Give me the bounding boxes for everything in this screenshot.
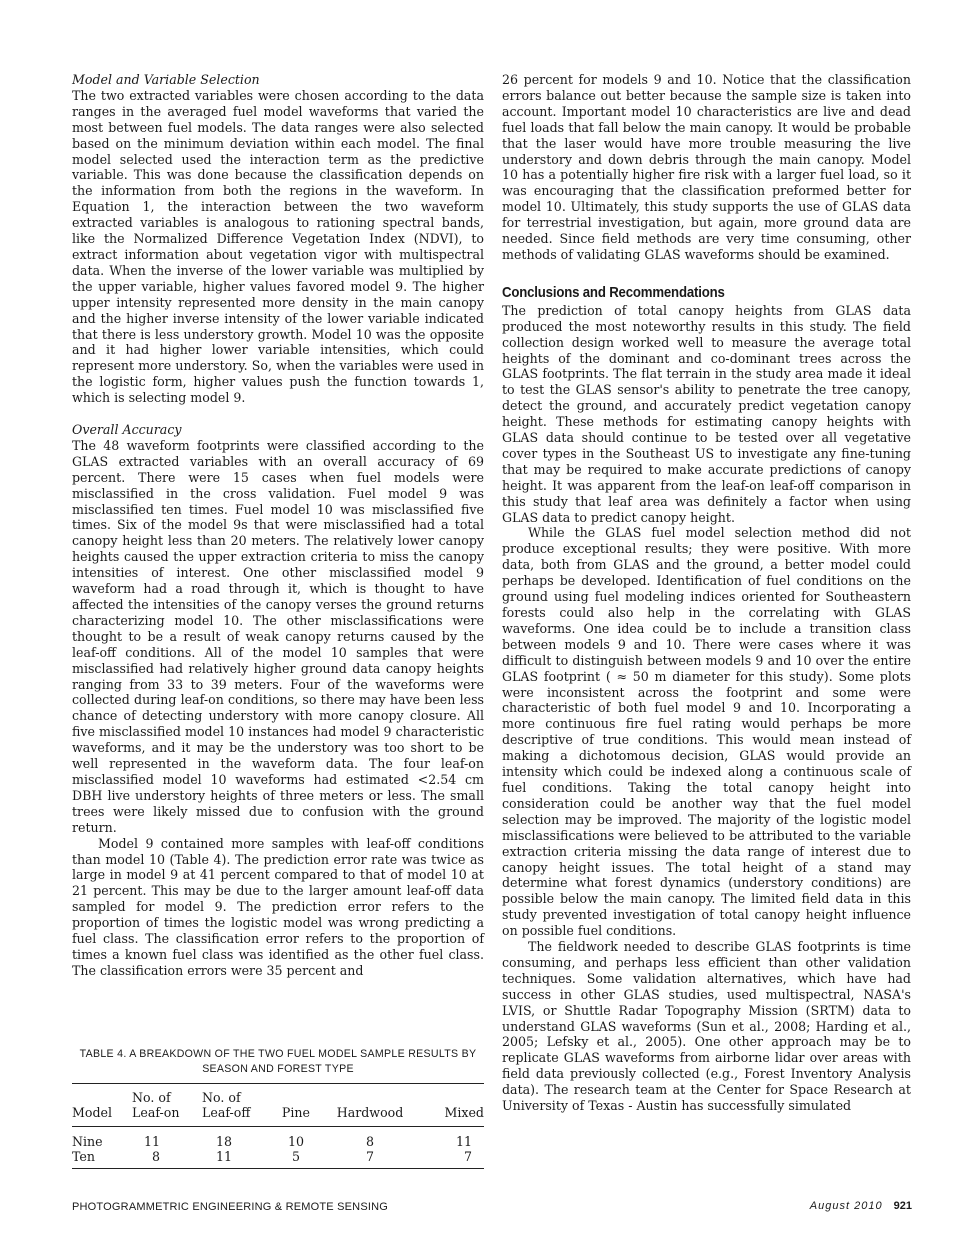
left-column	[72, 72, 484, 979]
paragraph: Model 9 contained more samples with leaf-off conditions than model 10 (Table 4). The prediction error rate was twice as large in model 9 at 41 percent compared to that of model 10 at 21 percent. This may be due to the larger amount leaf-off data sampled for model 9. The prediction error refers to the proportion of times the logistic model was wrong predicting a fuel class. The classification error refers to the proportion of times a known fuel class was identified as the other fuel class. The classification errors were 35 percent and	[72, 835, 484, 978]
header-leaf-on: No. of Leaf-on	[132, 1084, 202, 1127]
table-header-row	[72, 1084, 484, 1127]
table-caption	[72, 1047, 484, 1077]
cell-pine: 5	[274, 1149, 318, 1169]
table-row	[72, 1127, 484, 1150]
page-footer	[810, 1200, 912, 1212]
paragraph: 26 percent for models 9 and 10. Notice that the classification errors balance out better because the sample size is taken into account. Important model 10 characteristics are live and dead fuel loads that fall below the main canopy. It would be probable that the laser would have more trouble measuring the live understory and down debris through the main canopy. Model 10 has a potentially higher fire risk with a larger fuel load, so it was encouraging that the classification preformed better for model 10. Ultimately, this study supports the use of GLAS data for terrestrial investigation, but again, more ground data are needed. Since field methods are very time consuming, other methods of validating GLAS waveforms should be examined.	[502, 72, 911, 262]
header-mixed: Mixed	[422, 1084, 484, 1127]
journal-name: PHOTOGRAMMETRIC ENGINEERING & REMOTE SENSING	[72, 1201, 389, 1213]
paragraph: The prediction of total canopy heights from GLAS data produced the most noteworthy results in this study. The field collection design worked well to measure the average total heights of the dominant and co-dominant trees across the GLAS footprints. The flat terrain in the study area made it ideal to test the GLAS sensor's ability to penetrate the tree canopy, detect the ground, and accurately predict vegetation canopy height. These methods for estimating canopy heights with GLAS data should continue to be tested over all vegetative cover types in the Southeast US to investigate any fine-tuning that may be required to make accurate predictions of canopy height. It was apparent from the leaf-on leaf-off comparison in this study that leaf area was definitely a factor when using GLAS data to predict canopy height.	[502, 302, 911, 525]
header-pine: Pine	[274, 1084, 318, 1127]
page-number: 921	[893, 1200, 912, 1212]
cell-hardwood: 8	[366, 1134, 375, 1149]
cell-model: Ten	[72, 1149, 132, 1169]
cell-leaf-off: 18	[216, 1134, 233, 1149]
table-caption-line-2: SEASON AND FOREST TYPE	[202, 1063, 354, 1075]
table-caption-line-1: TABLE 4. A BREAKDOWN OF THE TWO FUEL MODEL SAMPLE RESULTS BY	[79, 1048, 477, 1060]
fuel-model-table	[72, 1083, 484, 1169]
header-model: Model	[72, 1084, 132, 1127]
cell-leaf-on: 11	[144, 1134, 161, 1149]
cell-model: Nine	[72, 1134, 103, 1149]
issue-date: August 2010	[809, 1200, 883, 1212]
section-heading-conclusions: Conclusions and Recommendations	[502, 283, 725, 301]
paragraph: The 48 waveform footprints were classified according to the GLAS extracted variables with an overall accuracy of 69 percent. There were 15 cases when fuel models were misclassified in the cross validation. Fuel model 9 was misclassified ten times. Fuel model 10 was misclassified five times. Six of the model 9s that were misclassified had a total canopy height less than 20 meters. The relatively lower canopy heights caused the upper extraction criteria to miss the canopy intensities of interest. One other misclassified model 9 waveform had a road through it, which is thought to have affected the intensities of the canopy verses the ground returns characterizing model 10. The other misclassifications were thought to be a result of weak canopy returns caused by the leaf-off conditions. All of the model 10 samples that were misclassified had relatively higher ground data canopy heights ranging from 33 to 39 meters. Four of the waveforms were collected during leaf-on conditions, so there may have been less chance of detecting understory with more canopy closure. All five misclassified model 10 instances had model 9 characteristic waveforms, and it may be the understory was too short to be well represented in the waveform data. The four leaf-on misclassified model 10 waveforms had estimated <2.54 cm DBH live understory heights of three meters or less. The small trees were likely missed due to confusion with the ground return.	[72, 437, 484, 835]
right-column	[502, 72, 911, 1114]
cell-leaf-on: 8	[132, 1149, 202, 1169]
paragraph: While the GLAS fuel model selection method did not produce exceptional results; they were positive. With more data, both from GLAS and the ground, a better model could perhaps be developed. Identification of fuel conditions on the ground using fuel modeling indices oriented for Southeastern forests could also help in the correlating with GLAS waveforms. One idea could be to include a transition class between models 9 and 10. There were cases where it was difficult to distinguish between models 9 and 10 over the entire GLAS footprint ( ≈ 50 m diameter for this study). Some plots were inconsistent across the footprint and some were characteristic of both fuel model 9 and 10. Incorporating a more continuous fire fuel rating would perhaps be more descriptive of true conditions. This would mean instead of making a dichotomous decision, GLAS would provide an intensity which could be indexed along a continuous scale of fuel conditions. Taking the total canopy height into consideration could be another way that the fuel model selection may be improved. The majority of the logistic model misclassifications were believed to be attributed to the variable extraction criteria missing the data range of interest due to canopy height issues. The total height of a stand may determine what forest dynamics (understory conditions) are possible below the main canopy. The limited field data in this study prevented investigation of total canopy height influence on possible fuel conditions.	[502, 525, 911, 939]
cell-hardwood: 7	[318, 1149, 422, 1169]
section-heading-model-variable-selection: Model and Variable Selection	[72, 72, 260, 87]
header-hardwood: Hardwood	[318, 1084, 422, 1127]
section-heading-overall-accuracy: Overall Accuracy	[72, 422, 182, 438]
header-leaf-off: No. of Leaf-off	[202, 1084, 274, 1127]
cell-pine: 10	[287, 1134, 304, 1149]
cell-leaf-off: 11	[202, 1149, 274, 1169]
paragraph: The two extracted variables were chosen according to the data ranges in the averaged fuel model waveforms that varied the most between fuel models. The data ranges were also selected based on the minimum deviation within each model. The final model selected used the interaction term as the predictive variable. This was done because the classification depends on the information from both the regions in the waveform. In Equation 1, the interaction between the two waveform extracted variables is analogous to rationing spectral bands, like the Normalized Difference Vegetation Index (NDVI), to extract information about vegetation vigor with multispectral data. When the inverse of the lower variable was multiplied by the upper variable, higher values favored model 9. The higher upper intensity represented more density in the main canopy and the higher inverse intensity of the lower variable indicated that there is less understory growth. Model 10 was the opposite and it had higher lower variable intensities, which could represent more understory. So, when the variables were used in the logistic form, higher values push the function towards 1, which is selecting model 9.	[72, 87, 484, 406]
cell-mixed: 11	[455, 1134, 472, 1149]
cell-mixed: 7	[422, 1149, 484, 1169]
paragraph: The fieldwork needed to describe GLAS footprints is time consuming, and perhaps less efficient than other validation techniques. Some validation alternatives, which have had success in other GLAS studies, used multispectral, NASA's LVIS, or Shuttle Radar Topography Mission (SRTM) data to understand GLAS waveforms (Sun et al., 2008; Harding et al., 2005; Lefsky et al., 2005). One other approach may be to replicate GLAS waveforms from airborne lidar over areas with field data previously collected (e.g., Forest Inventory Analysis data). The research team at the Center for Space Research at University of Texas - Austin has successfully simulated	[502, 939, 911, 1114]
table-row	[72, 1149, 484, 1169]
